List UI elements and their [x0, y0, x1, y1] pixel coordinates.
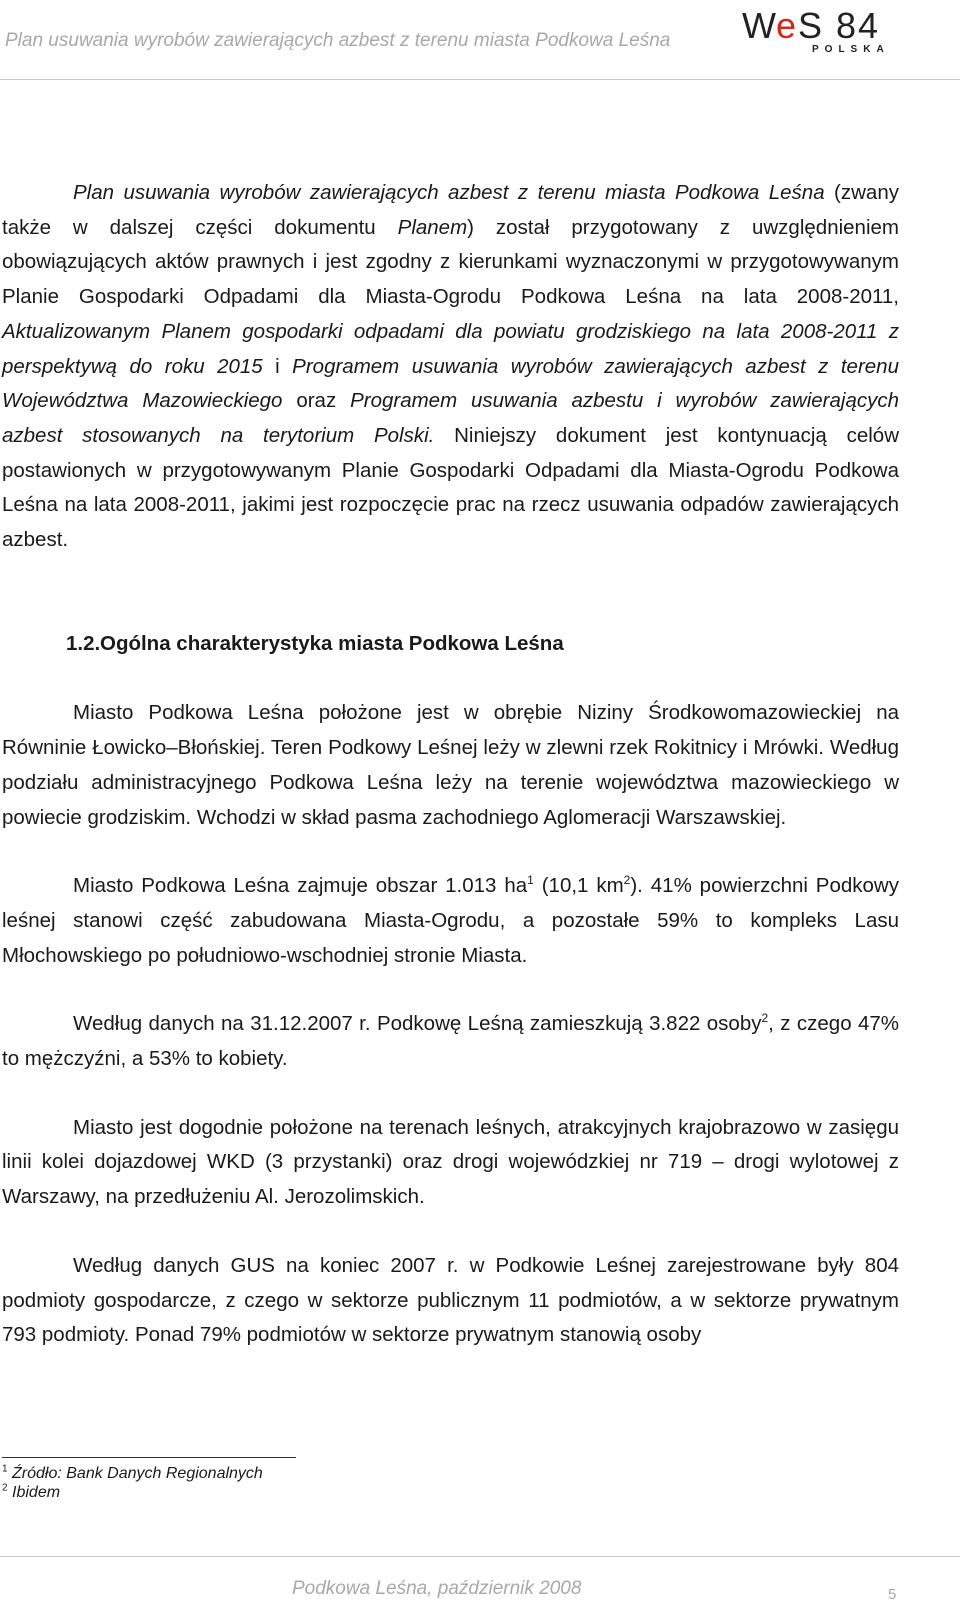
footnotes [2, 1464, 602, 1502]
text-run: ) został przygotowany z uwzględnieniem obowiązujących aktów prawnych i jest zgodny z kierunkami wyznaczonymi w przygotowywanym Planie Gospodarki Odpadami dla Miasta-Ogrodu Podkowa Leśna na lata 2008-2011, [2, 215, 899, 309]
page-number: 5 [888, 1586, 897, 1603]
text-run: Niniejszy dokument jest kontynuacją celów postawionych w przygotowywanym Planie Gospodarki Odpadami dla Miasta-Ogrodu Podkowa Leśna na lata 2008-2011, jakimi jest rozpoczęcie prac na rzecz usuwania odpadów zawierających azbest. [2, 423, 900, 552]
text-run: ). 41% powierzchni Podkowy leśnej stanowi część zabudowana Miasta-Ogrodu, a pozostałe 59% to kompleks Lasu Młochowskiego po południowo-wschodniej stronie Miasta. [2, 874, 899, 967]
text-run: i [262, 354, 293, 378]
company-logo [742, 6, 922, 54]
plan-title-text: Plan usuwania wyrobów zawierających azbest z terenu miasta Podkowa Leśna [73, 181, 825, 204]
text-run: (10,1 km [533, 874, 624, 898]
footnote-ref: 1 [527, 873, 534, 888]
footer-text: Podkowa Leśna, październik 2008 [292, 1578, 582, 1599]
location-paragraph: Miasto Podkowa Leśna położone jest w obrębie Niziny Środkowomazowieckiej na Równinie Łowicko–Błońskiej. Teren Podkowy Leśnej leży w zlewni rzek Rokitnicy i Mrówki. Według podziału administracyjnego Podkowa Leśna leży na terenie województwa mazowieckiego w powiecie grodziskim. Wchodzi w skład pasma zachodniego Aglomeracji Warszawskiej. [2, 701, 899, 829]
section-number: 1.2. [66, 631, 101, 655]
footnote-item [2, 1483, 602, 1502]
footnote-number: 2 [2, 1482, 8, 1494]
text-run: Planem [397, 215, 468, 239]
text-run: Programem usuwania wyrobów zawierających azbest z terenu Województwa Mazowieckiego [2, 354, 899, 413]
svg-text:S 84: S 84 [798, 6, 881, 46]
text-run: Według danych na 31.12.2007 r. Podkowę Leśną zamieszkują 3.822 osoby [73, 1012, 762, 1036]
text-run: Miasto Podkowa Leśna zajmuje obszar 1.013 ha [73, 874, 528, 898]
section-heading [2, 627, 899, 662]
svg-text:POLSKA: POLSKA [812, 44, 890, 54]
superscript: 2 [623, 873, 631, 888]
header-title: Plan usuwania wyrobów zawierających azbest z terenu miasta Podkowa Leśna [5, 30, 671, 51]
footnote-number: 1 [2, 1463, 8, 1475]
footnote-text: Ibidem [12, 1484, 61, 1501]
area-paragraph [2, 869, 899, 973]
footnote-item [2, 1464, 602, 1483]
footnote-ref: 2 [761, 1011, 769, 1026]
svg-text:W: W [742, 6, 777, 46]
text-run: oraz [282, 389, 351, 413]
page-header [0, 0, 960, 80]
transport-paragraph: Miasto jest dogodnie położone na terenach leśnych, atrakcyjnych krajobrazowo w zasięgu linii kolei dojazdowej WKD (3 przystanki) oraz drogi wojewódzkiej nr 719 – drogi wylotowej z Warszawy, na przedłużeniu Al. Jerozolimskich. [2, 1115, 899, 1209]
header-divider [0, 79, 960, 80]
section-title: Ogólna charakterystyka miasta Podkowa Leśna [100, 631, 564, 655]
footer-divider [0, 1556, 960, 1557]
population-paragraph [2, 1007, 899, 1076]
text-run: Programem usuwania azbestu i wyrobów zawierających azbest stosowanych na terytorium Polski. [2, 389, 899, 447]
footnote-divider [2, 1457, 296, 1458]
economy-paragraph: Według danych GUS na koniec 2007 r. w Podkowie Leśnej zarejestrowane były 804 podmioty gospodarcze, z czego w sektorze publicznym 11 podmiotów, a w sektorze prywatnym 793 podmioty. Ponad 79% podmiotów w sektorze prywatnym stanowią osoby [2, 1253, 899, 1347]
footnote-text: Źródło: Bank Danych Regionalnych [12, 1465, 263, 1482]
document-body [2, 176, 899, 1353]
intro-paragraph [2, 176, 899, 558]
text-run: , z czego 47% to mężczyźni, a 53% to kobiety. [2, 1012, 900, 1071]
text-run: Aktualizowanym Planem gospodarki odpadami dla powiatu grodziskiego na lata 2008-2011 z perspektywą do roku 2015 [2, 319, 899, 378]
text-run: (zwany także w dalszej części dokumentu [2, 181, 899, 239]
svg-text:e: e [776, 6, 797, 46]
wes84-logo-icon [742, 6, 922, 54]
